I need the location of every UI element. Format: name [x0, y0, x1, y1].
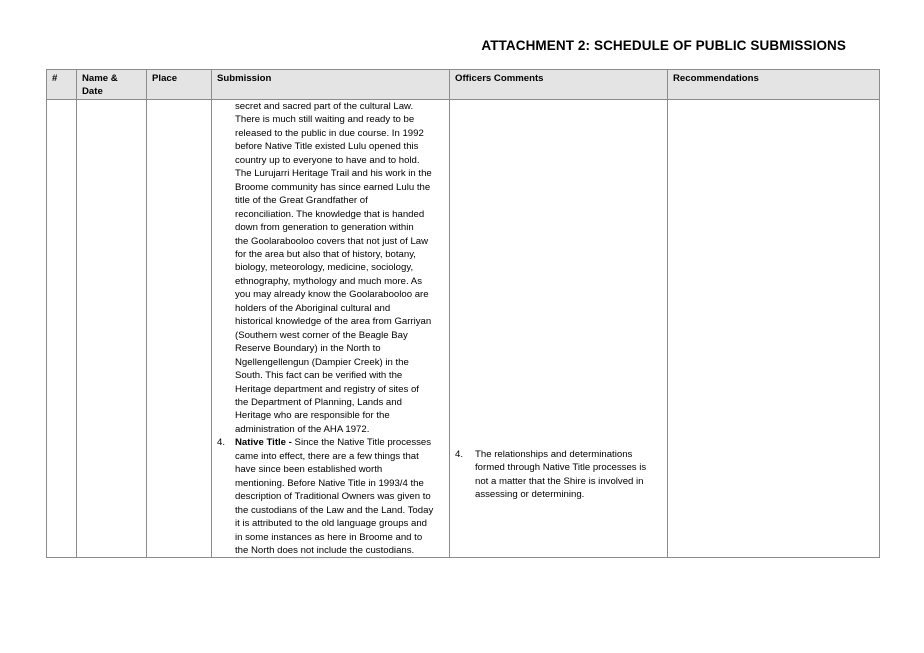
submission-item-number: 4.	[217, 437, 226, 449]
column-header-recommendations: Recommendations	[668, 70, 880, 100]
table-row	[47, 100, 880, 558]
cell-place	[147, 100, 212, 558]
submissions-table	[46, 69, 880, 558]
column-header-name-date: Name & Date	[77, 70, 147, 100]
submission-list	[217, 100, 444, 557]
cell-recommendations	[668, 100, 880, 558]
submission-item-text: Since the Native Title processes came into effect, there are a few things that have since been established worth mentioning. Before Native Title in 1993/4 the description of Traditional Owners was given to the custodians of the Law and the Land. Today it is attributed to the old language groups and in some instances as here in Broome and to the North does not include the custodians.	[235, 437, 434, 556]
officers-comment-number: 4.	[455, 449, 464, 460]
officers-comment-item	[455, 448, 662, 502]
submission-continuation-text: secret and sacred part of the cultural Law. There is much still waiting and ready to be released to the public in due course. In 1992 before Native Title existed Lulu opened this country up to everyone to have and to hold. The Lurujarri Heritage Trail and his work in the Broome community has since earned Lulu the title of the Great Grandfather of reconciliation. The knowledge that is handed down from generation to generation within the Goolarabooloo covers that not just of Law for the area but also that of history, botany, biology, meteorology, medicine, sociology, ethnography, mythology and much more. As you may already know the Goolarabooloo are holders of the Aboriginal cultural and historical knowledge of the area from Garriyan (Southern west corner of the Beagle Bay Reserve Boundary) in the North to Ngellengellengun (Dampier Creek) in the South. This fact can be verified with the Heritage department and registry of sites of the Department of Planning, Lands and Heritage who are responsible for the administration of the AHA 1972.	[235, 101, 432, 435]
column-header-officers-comments: Officers Comments	[450, 70, 668, 100]
submission-item-heading: Native Title -	[235, 437, 292, 449]
column-header-submission: Submission	[212, 70, 450, 100]
column-header-number: #	[47, 70, 77, 100]
cell-number	[47, 100, 77, 558]
column-header-place: Place	[147, 70, 212, 100]
table-header-row	[47, 70, 880, 100]
cell-officers-comments	[450, 100, 668, 558]
officers-comment-text: The relationships and determinations formed through Native Title processes is not a matter that the Shire is involved in assessing or determining.	[475, 449, 647, 501]
page-title: ATTACHMENT 2: SCHEDULE OF PUBLIC SUBMISSIONS	[481, 38, 846, 53]
submission-item-native-title	[217, 436, 444, 557]
cell-name-date	[77, 100, 147, 558]
cell-submission	[212, 100, 450, 558]
